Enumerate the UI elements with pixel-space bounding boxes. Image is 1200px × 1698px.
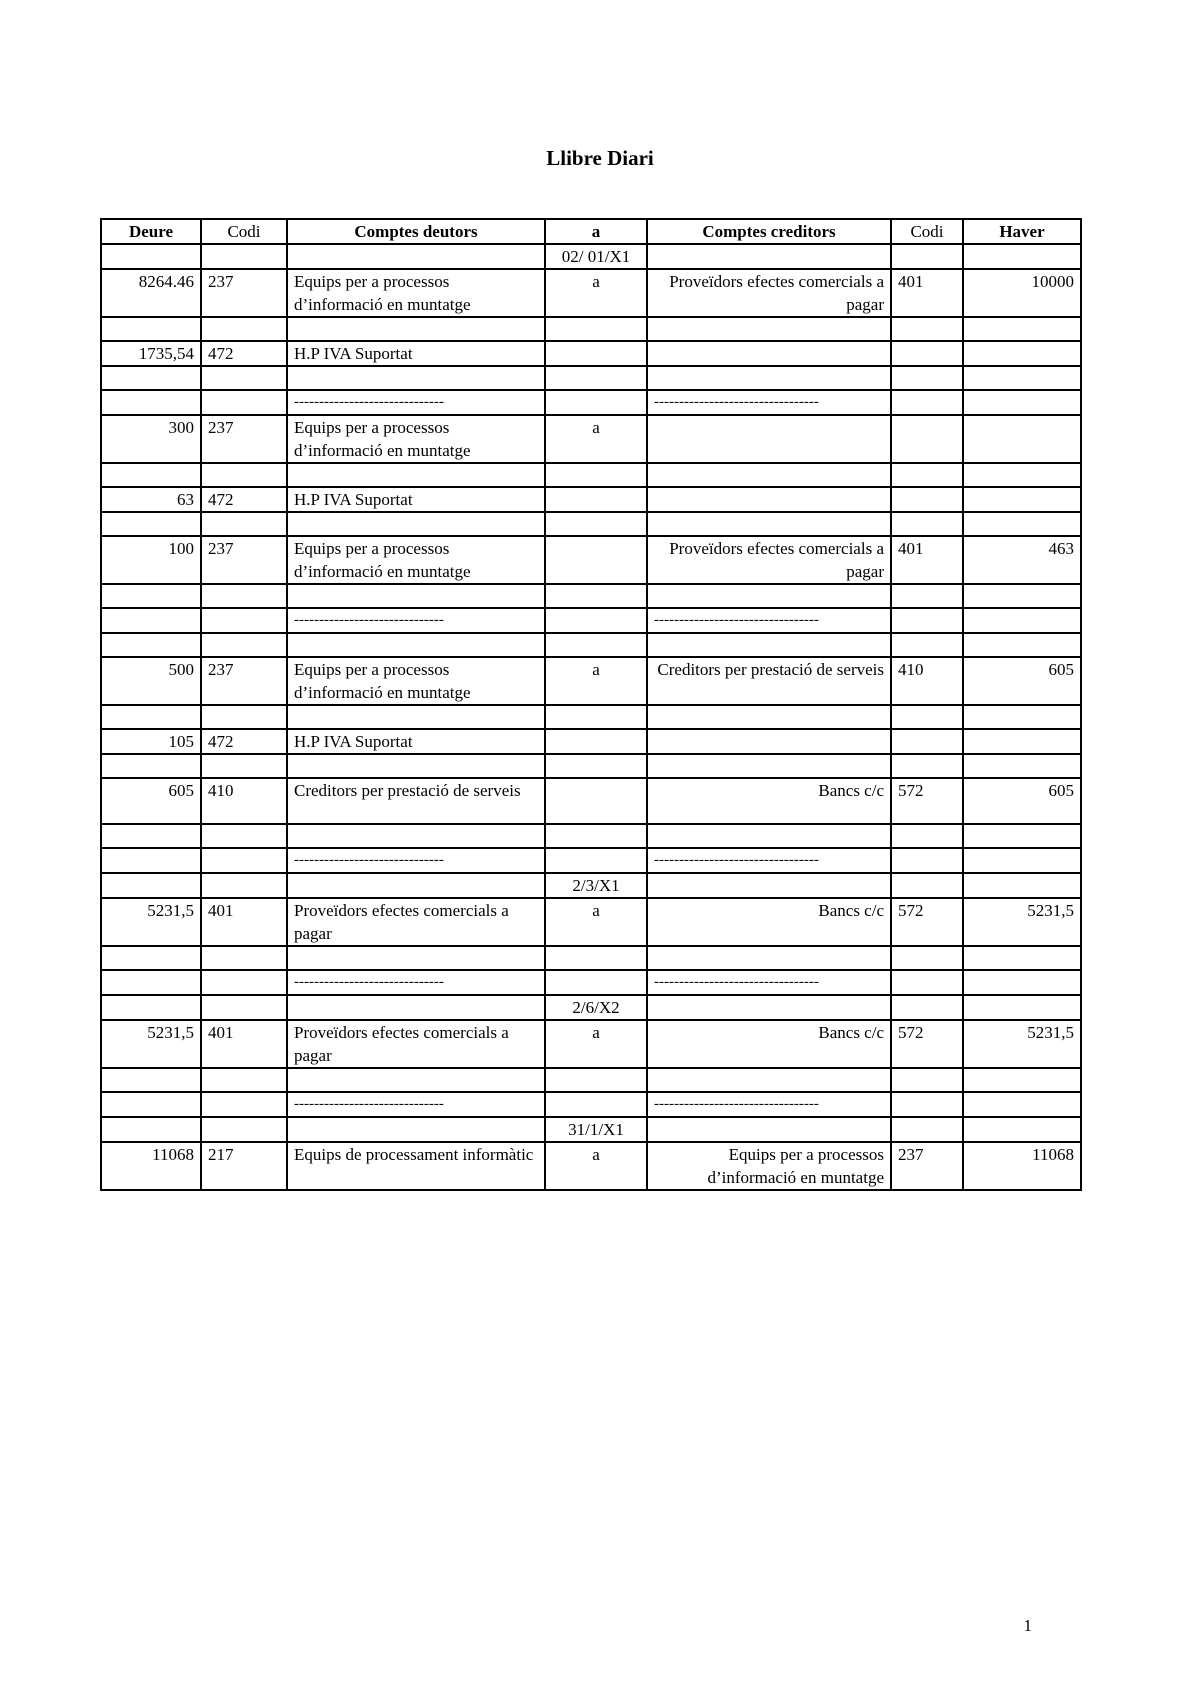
credit-account [647,487,891,512]
credit-amount [963,341,1081,366]
credit-code [891,415,963,463]
debit-account: Creditors per prestació de serveis [287,778,545,824]
blank-row [101,317,1081,341]
debit-account: Equips per a processos d’informació en muntatge [287,657,545,705]
cell-empty [101,1117,201,1142]
cell-empty [891,366,963,390]
credit-account [647,415,891,463]
dash-separator-left: ------------------------------ [287,608,545,633]
credit-amount: 605 [963,657,1081,705]
cell-empty [891,512,963,536]
a-marker: a [545,898,647,946]
cell-empty [545,390,647,415]
cell-empty [201,995,287,1020]
table-row [101,269,1081,317]
cell-empty [963,754,1081,778]
separator-row [101,608,1081,633]
cell-empty [647,317,891,341]
debit-code: 237 [201,269,287,317]
cell-empty [963,970,1081,995]
cell-empty [201,970,287,995]
cell-empty [287,873,545,898]
debit-code: 217 [201,1142,287,1190]
debit-amount: 100 [101,536,201,584]
cell-empty [201,512,287,536]
cell-empty [963,705,1081,729]
debit-amount: 63 [101,487,201,512]
entry-date: 2/6/X2 [545,995,647,1020]
blank-row [101,633,1081,657]
header-credit: Haver [963,219,1081,244]
debit-amount: 105 [101,729,201,754]
cell-empty [201,946,287,970]
date-row [101,995,1081,1020]
header-debit: Deure [101,219,201,244]
credit-amount: 5231,5 [963,898,1081,946]
cell-empty [545,463,647,487]
separator-row [101,390,1081,415]
credit-amount: 11068 [963,1142,1081,1190]
cell-empty [201,848,287,873]
debit-account: Equips per a processos d’informació en muntatge [287,536,545,584]
cell-empty [201,1117,287,1142]
cell-empty [201,873,287,898]
cell-empty [891,873,963,898]
header-debit-accounts: Comptes deutors [287,219,545,244]
dash-separator-left: ------------------------------ [287,848,545,873]
credit-account: Creditors per prestació de serveis [647,657,891,705]
cell-empty [201,317,287,341]
debit-code: 472 [201,729,287,754]
cell-empty [647,873,891,898]
debit-amount: 11068 [101,1142,201,1190]
cell-empty [287,754,545,778]
cell-empty [101,608,201,633]
cell-empty [647,995,891,1020]
date-row [101,1117,1081,1142]
dash-separator-right: --------------------------------- [647,390,891,415]
cell-empty [101,633,201,657]
cell-empty [891,633,963,657]
credit-code [891,341,963,366]
dash-separator-right: --------------------------------- [647,970,891,995]
cell-empty [963,1092,1081,1117]
header-a: a [545,219,647,244]
cell-empty [101,995,201,1020]
cell-empty [545,705,647,729]
cell-empty [201,608,287,633]
blank-row [101,1068,1081,1092]
cell-empty [891,244,963,269]
cell-empty [545,317,647,341]
credit-account: Proveïdors efectes comercials a pagar [647,269,891,317]
cell-empty [201,1092,287,1117]
header-debit-code: Codi [201,219,287,244]
debit-code: 401 [201,1020,287,1068]
cell-empty [287,824,545,848]
dash-separator-right: --------------------------------- [647,1092,891,1117]
cell-empty [647,1117,891,1142]
cell-empty [287,633,545,657]
debit-account: Equips per a processos d’informació en muntatge [287,269,545,317]
cell-empty [891,390,963,415]
cell-empty [963,1068,1081,1092]
cell-empty [101,705,201,729]
cell-empty [891,946,963,970]
credit-code: 401 [891,269,963,317]
credit-account: Bancs c/c [647,1020,891,1068]
cell-empty [963,390,1081,415]
a-marker: a [545,1142,647,1190]
cell-empty [891,754,963,778]
cell-empty [891,1092,963,1117]
blank-row [101,512,1081,536]
cell-empty [891,317,963,341]
credit-account [647,729,891,754]
cell-empty [545,946,647,970]
a-marker: a [545,415,647,463]
cell-empty [287,946,545,970]
debit-code: 237 [201,536,287,584]
debit-account: H.P IVA Suportat [287,487,545,512]
dash-separator-right: --------------------------------- [647,608,891,633]
dash-separator-left: ------------------------------ [287,970,545,995]
cell-empty [963,824,1081,848]
a-marker: a [545,1020,647,1068]
credit-amount [963,487,1081,512]
cell-empty [545,824,647,848]
cell-empty [101,317,201,341]
cell-empty [101,1068,201,1092]
table-row [101,729,1081,754]
cell-empty [101,754,201,778]
cell-empty [101,244,201,269]
cell-empty [963,512,1081,536]
cell-empty [647,584,891,608]
cell-empty [101,1092,201,1117]
cell-empty [963,608,1081,633]
credit-amount: 10000 [963,269,1081,317]
blank-row [101,463,1081,487]
credit-amount: 463 [963,536,1081,584]
table-row [101,1020,1081,1068]
credit-code [891,729,963,754]
dash-separator-left: ------------------------------ [287,390,545,415]
date-row [101,244,1081,269]
table-row [101,487,1081,512]
a-marker [545,487,647,512]
cell-empty [201,463,287,487]
page-number: 1 [1023,1616,1032,1635]
cell-empty [201,1068,287,1092]
cell-empty [963,244,1081,269]
cell-empty [101,512,201,536]
cell-empty [201,244,287,269]
cell-empty [963,366,1081,390]
cell-empty [963,584,1081,608]
debit-amount: 500 [101,657,201,705]
table-row [101,657,1081,705]
cell-empty [101,824,201,848]
cell-empty [891,970,963,995]
table-row [101,415,1081,463]
cell-empty [287,1068,545,1092]
cell-empty [287,317,545,341]
date-row [101,873,1081,898]
cell-empty [287,995,545,1020]
cell-empty [201,824,287,848]
cell-empty [891,995,963,1020]
cell-empty [891,608,963,633]
cell-empty [891,463,963,487]
debit-amount: 605 [101,778,201,824]
cell-empty [963,317,1081,341]
cell-empty [647,244,891,269]
debit-code: 237 [201,657,287,705]
blank-row [101,584,1081,608]
cell-empty [545,584,647,608]
debit-account: Equips per a processos d’informació en muntatge [287,415,545,463]
table-row [101,1142,1081,1190]
cell-empty [545,1068,647,1092]
entry-date: 02/ 01/X1 [545,244,647,269]
cell-empty [647,754,891,778]
separator-row [101,848,1081,873]
cell-empty [287,366,545,390]
cell-empty [287,705,545,729]
cell-empty [287,512,545,536]
journal-body [101,244,1081,1190]
a-marker [545,536,647,584]
debit-code: 237 [201,415,287,463]
cell-empty [545,633,647,657]
debit-account: H.P IVA Suportat [287,729,545,754]
cell-empty [101,970,201,995]
table-row [101,898,1081,946]
cell-empty [287,463,545,487]
separator-row [101,970,1081,995]
a-marker: a [545,657,647,705]
cell-empty [963,463,1081,487]
debit-amount: 8264.46 [101,269,201,317]
credit-amount: 605 [963,778,1081,824]
credit-account: Bancs c/c [647,898,891,946]
cell-empty [963,848,1081,873]
blank-row [101,946,1081,970]
dash-separator-left: ------------------------------ [287,1092,545,1117]
page-title: Llibre Diari [546,146,654,170]
cell-empty [201,366,287,390]
cell-empty [201,390,287,415]
cell-empty [101,848,201,873]
debit-amount: 300 [101,415,201,463]
journal-table [100,218,1082,1191]
cell-empty [101,390,201,415]
blank-row [101,705,1081,729]
cell-empty [891,1117,963,1142]
debit-account: Proveïdors efectes comercials a pagar [287,898,545,946]
debit-amount: 5231,5 [101,898,201,946]
credit-account: Equips per a processos d’informació en muntatge [647,1142,891,1190]
cell-empty [101,946,201,970]
cell-empty [963,1117,1081,1142]
cell-empty [201,584,287,608]
credit-account [647,341,891,366]
cell-empty [963,995,1081,1020]
credit-code: 401 [891,536,963,584]
cell-empty [647,512,891,536]
cell-empty [891,1068,963,1092]
debit-amount: 1735,54 [101,341,201,366]
cell-empty [201,705,287,729]
cell-empty [963,873,1081,898]
cell-empty [963,946,1081,970]
cell-empty [101,584,201,608]
debit-code: 472 [201,487,287,512]
cell-empty [545,608,647,633]
cell-empty [891,584,963,608]
cell-empty [647,463,891,487]
debit-code: 401 [201,898,287,946]
cell-empty [545,754,647,778]
cell-empty [545,1092,647,1117]
blank-row [101,824,1081,848]
cell-empty [647,633,891,657]
credit-code: 410 [891,657,963,705]
cell-empty [101,873,201,898]
debit-code: 410 [201,778,287,824]
cell-empty [647,366,891,390]
cell-empty [287,584,545,608]
cell-empty [101,463,201,487]
blank-row [101,366,1081,390]
credit-amount [963,729,1081,754]
cell-empty [891,848,963,873]
cell-empty [891,705,963,729]
cell-empty [647,1068,891,1092]
cell-empty [963,633,1081,657]
cell-empty [647,946,891,970]
header-row [101,219,1081,244]
cell-empty [287,1117,545,1142]
cell-empty [287,244,545,269]
a-marker [545,778,647,824]
a-marker [545,729,647,754]
credit-account: Proveïdors efectes comercials a pagar [647,536,891,584]
cell-empty [647,824,891,848]
debit-account: H.P IVA Suportat [287,341,545,366]
cell-empty [101,366,201,390]
cell-empty [545,512,647,536]
cell-empty [201,633,287,657]
entry-date: 2/3/X1 [545,873,647,898]
cell-empty [545,848,647,873]
cell-empty [201,754,287,778]
debit-amount: 5231,5 [101,1020,201,1068]
credit-code: 572 [891,778,963,824]
table-row [101,341,1081,366]
dash-separator-right: --------------------------------- [647,848,891,873]
credit-code: 572 [891,898,963,946]
debit-code: 472 [201,341,287,366]
credit-account: Bancs c/c [647,778,891,824]
debit-account: Proveïdors efectes comercials a pagar [287,1020,545,1068]
cell-empty [891,824,963,848]
credit-code: 237 [891,1142,963,1190]
credit-code [891,487,963,512]
table-row [101,536,1081,584]
a-marker: a [545,269,647,317]
header-credit-accounts: Comptes creditors [647,219,891,244]
blank-row [101,754,1081,778]
entry-date: 31/1/X1 [545,1117,647,1142]
cell-empty [545,366,647,390]
cell-empty [647,705,891,729]
cell-empty [545,970,647,995]
a-marker [545,341,647,366]
header-credit-code: Codi [891,219,963,244]
debit-account: Equips de processament informàtic [287,1142,545,1190]
credit-amount: 5231,5 [963,1020,1081,1068]
separator-row [101,1092,1081,1117]
credit-code: 572 [891,1020,963,1068]
credit-amount [963,415,1081,463]
table-row [101,778,1081,824]
